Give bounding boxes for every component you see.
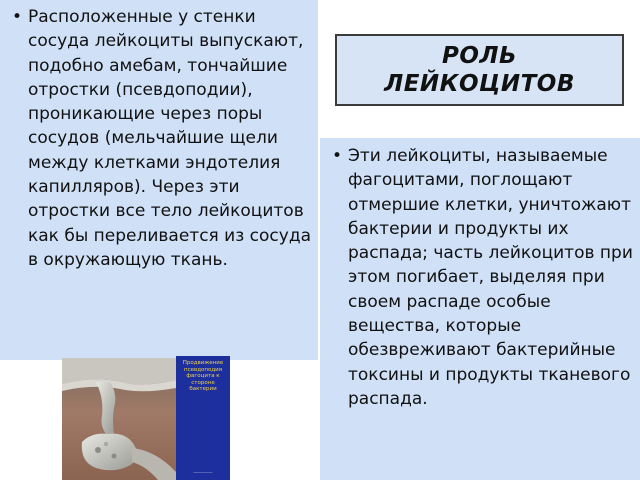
slide-title-box xyxy=(335,34,624,106)
image-caption: Продвижение псевдоподия фагоцита к стороне бактерии xyxy=(182,360,224,392)
slide-title: РОЛЬ ЛЕЙКОЦИТОВ xyxy=(384,43,575,97)
book-cover-image xyxy=(176,356,230,480)
right-bullet-text: • Эти лейкоциты, называемые фагоцитами, поглощают отмершие клетки, уничтожают бактерии и продукты их распада; часть лейкоцитов при этом погибает, выделяя при своем распаде особые вещества, которые обезвреживают бактерийные токсины и продукты тканевого распада. xyxy=(348,144,638,411)
leukocyte-micrograph-image xyxy=(62,358,176,480)
left-bullet-text: • Расположенные у стенки сосуда лейкоциты выпускают, подобно амебам, тончайшие отростки (псевдоподии), проникающие через поры сосудов (мельчайшие щели между клетками эндотелия капилляров). Через эти отростки все тело лейкоцитов как бы переливается из сосуда в окружающую ткань. xyxy=(28,5,314,272)
cover-footer-line: ───────── xyxy=(193,471,213,475)
